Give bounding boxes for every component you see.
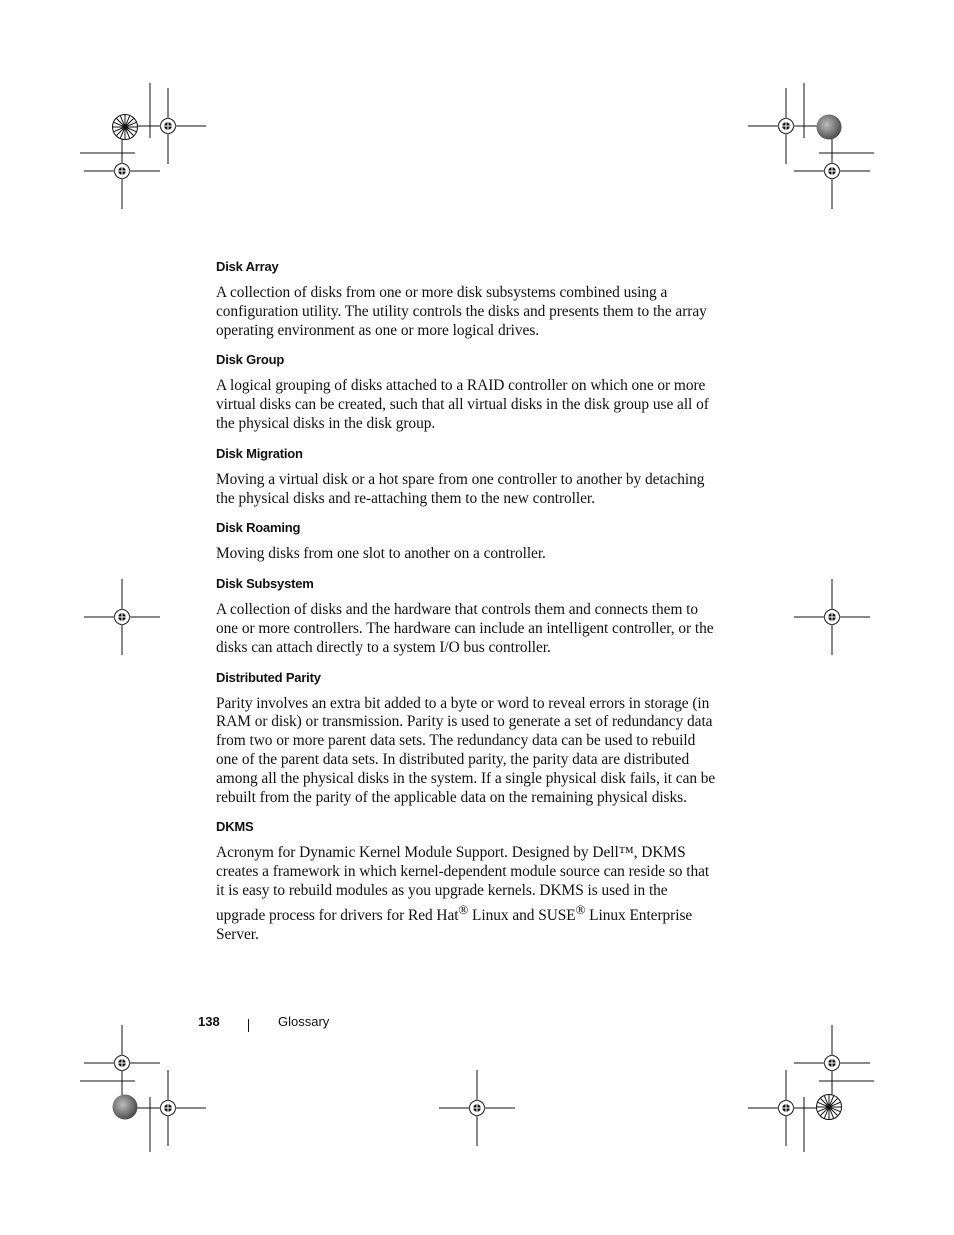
glossary-definition: Parity involves an extra bit added to a byte or word to reveal errors in storage (in RAM or disk) or transmission. Parity is used to generate a set of redundancy data from two or more parent data sets. The redundancy data can be used to rebuild one of the parent data sets. In distributed parity, the parity data are distributed among all the physical disks in the system. If a single physical disk fails, it can be rebuilt from the parity of the applicable data on the remaining physical disks.	[216, 694, 716, 806]
section-name: Glossary	[278, 1014, 330, 1029]
glossary-definition: Moving a virtual disk or a hot spare from one controller to another by detaching the physical disks and re-attaching them to the new controller.	[216, 470, 705, 507]
page-footer	[0, 1014, 954, 1036]
glossary-content	[216, 257, 716, 954]
glossary-definition: A logical grouping of disks attached to a RAID controller on which one or more virtual disks can be created, such that all virtual disks in the disk group use all of the physical disks in the disk group.	[216, 377, 709, 432]
glossary-definition: Moving disks from one slot to another on a controller.	[216, 545, 546, 563]
glossary-term: Disk Migration	[216, 445, 303, 461]
glossary-entry	[216, 574, 716, 657]
definition-text: Linux Enterprise Server.	[216, 906, 693, 943]
glossary-term: Disk Roaming	[216, 520, 301, 536]
glossary-entry	[216, 257, 716, 340]
glossary-definition: A collection of disks from one or more disk subsystems combined using a configuration utility. The utility controls the disks and presents them to the array operating environment as one or more logical drives.	[216, 284, 707, 339]
page-number: 138	[198, 1014, 220, 1029]
glossary-entry-dkms	[216, 817, 716, 944]
glossary-definition	[216, 844, 716, 944]
glossary-entry	[216, 668, 716, 808]
glossary-entry	[216, 444, 716, 509]
registered-mark: ®	[575, 902, 586, 917]
glossary-entry	[216, 350, 716, 433]
glossary-definition: A collection of disks and the hardware that controls them and connects them to one or more controllers. The hardware can include an intelligent controller, or the disks can attach directly to a system I/O bus controller.	[216, 601, 714, 656]
glossary-term: Disk Group	[216, 352, 285, 368]
definition-text: Acronym for Dynamic Kernel Module Support. Designed by Dell™, DKMS creates a framework in which kernel-dependent module source can reside so that it is easy to rebuild modules as you upgrade kernels. DKMS is used in the upgrade process for drivers for Red Hat	[216, 844, 710, 924]
glossary-term: Disk Array	[216, 259, 279, 274]
glossary-entry	[216, 518, 716, 564]
definition-text: Linux and SUSE	[468, 906, 576, 924]
glossary-term: Distributed Parity	[216, 669, 321, 685]
glossary-term: DKMS	[216, 819, 254, 835]
footer-separator	[248, 1019, 249, 1032]
registered-mark: ®	[458, 902, 469, 917]
glossary-term: Disk Subsystem	[216, 576, 314, 592]
